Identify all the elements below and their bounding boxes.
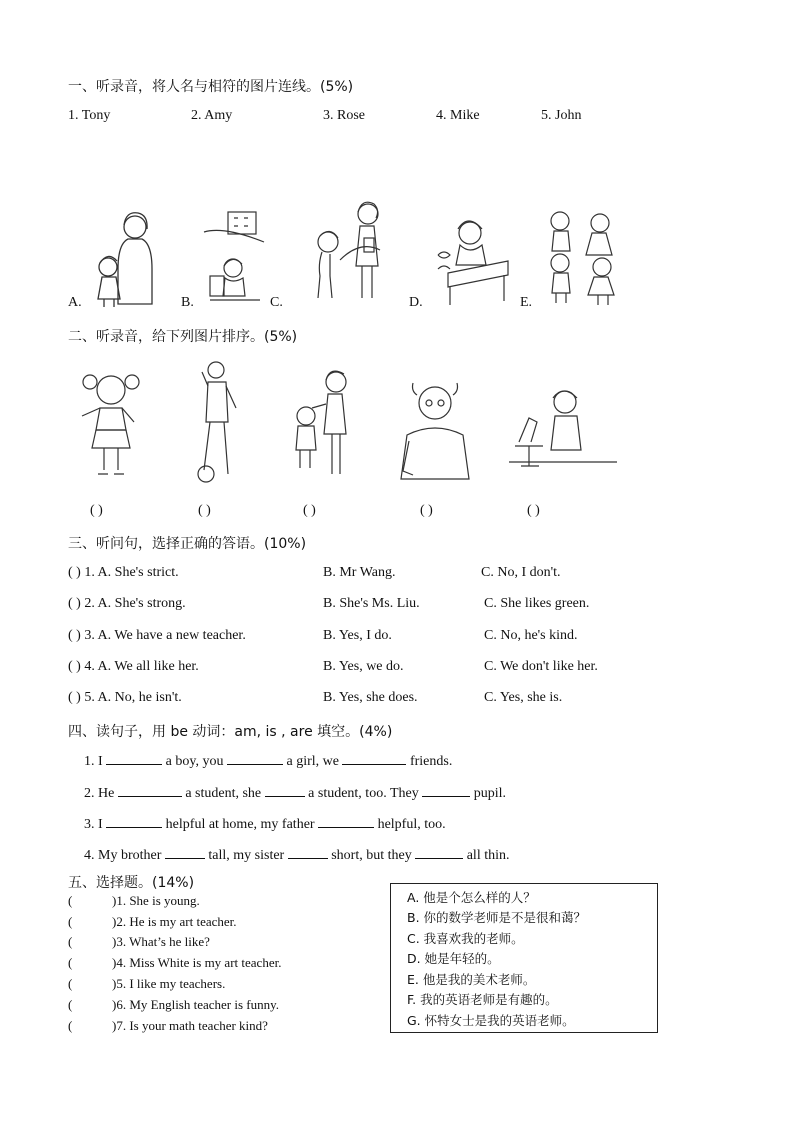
pic-label-b: B. [181, 295, 194, 310]
l4-blank-2[interactable] [288, 846, 328, 859]
l2-text-d: pupil. [473, 786, 506, 801]
q5-option-b[interactable]: B. Yes, she does. [323, 690, 418, 705]
picture-girl-pigtails [76, 368, 146, 483]
section1-heading: 一、听录音，将人名与相符的图片连线。(5%) [68, 79, 354, 95]
l3-blank-1[interactable] [106, 815, 162, 828]
l1-blank-3[interactable] [342, 752, 406, 765]
order-paren-3[interactable]: ( ) [303, 503, 316, 518]
l2-blank-3[interactable] [422, 784, 470, 797]
pic-label-c: C. [270, 295, 283, 310]
section4-heading: 四、读句子，用 be 动词：am, is , are 填空。(4%) [68, 724, 393, 740]
translation-options-box [390, 883, 658, 1033]
l4-text-b: tall, my sister [208, 848, 285, 863]
name-john: 5. John [541, 108, 582, 123]
l4-blank-1[interactable] [165, 846, 205, 859]
q5-option-c[interactable]: C. Yes, she is. [484, 690, 563, 705]
l2-text-c: a student, too. They [308, 786, 419, 801]
order-paren-4[interactable]: ( ) [420, 503, 433, 518]
pic-label-d: D. [409, 295, 423, 310]
l2-text-b: a student, she [185, 786, 262, 801]
order-paren-5[interactable]: ( ) [527, 503, 540, 518]
fill-line-2 [84, 784, 506, 802]
option-b: B. 你的数学老师是不是很和蔼？ [407, 910, 587, 925]
l3-blank-2[interactable] [318, 815, 374, 828]
l3-text-c: helpful, too. [377, 817, 446, 832]
picture-scientist-microscope [505, 382, 620, 477]
option-e: E. 他是我的美术老师。 [407, 972, 536, 987]
q1-option-a[interactable]: ( ) 1. A. She's strict. [68, 565, 179, 580]
match-paren-2[interactable]: ( [68, 914, 73, 929]
section3-heading: 三、听问句，选择正确的答语。(10%) [68, 536, 307, 552]
q4-option-b[interactable]: B. Yes, we do. [323, 659, 404, 674]
q1-option-c[interactable]: C. No, I don't. [481, 565, 561, 580]
pic-label-e: E. [520, 295, 533, 310]
l1-text-c: a girl, we [286, 754, 339, 769]
l2-blank-2[interactable] [265, 784, 305, 797]
match-text-6: )6. My English teacher is funny. [112, 997, 280, 1012]
l1-blank-2[interactable] [227, 752, 283, 765]
match-text-4: )4. Miss White is my art teacher. [112, 955, 282, 970]
l4-text-a: 4. My brother [84, 848, 162, 863]
name-amy: 2. Amy [191, 108, 233, 123]
q3-option-a[interactable]: ( ) 3. A. We have a new teacher. [68, 628, 246, 643]
fill-line-1 [84, 752, 452, 770]
option-f: F. 我的英语老师是有趣的。 [407, 992, 558, 1007]
section2-heading: 二、听录音，给下列图片排序。(5%) [68, 329, 298, 345]
match-paren-3[interactable]: ( [68, 934, 73, 949]
match-paren-7[interactable]: ( [68, 1018, 73, 1033]
q3-option-c[interactable]: C. No, he's kind. [484, 628, 578, 643]
name-mike: 4. Mike [436, 108, 480, 123]
name-tony: 1. Tony [68, 108, 111, 123]
pic-label-a: A. [68, 295, 82, 310]
option-g: G. 怀特女士是我的英语老师。 [407, 1013, 575, 1028]
match-text-5: )5. I like my teachers. [112, 976, 226, 991]
option-a: A. 他是个怎么样的人？ [407, 890, 536, 905]
l1-text-a: 1. I [84, 754, 103, 769]
match-text-2: )2. He is my art teacher. [112, 914, 237, 929]
option-c: C. 我喜欢我的老师。 [407, 931, 524, 946]
l4-text-c: short, but they [331, 848, 412, 863]
order-paren-2[interactable]: ( ) [198, 503, 211, 518]
match-text-7: )7. Is your math teacher kind? [112, 1018, 268, 1033]
picture-d-girl-desk [434, 215, 514, 310]
fill-line-3 [84, 815, 446, 833]
l3-text-b: helpful at home, my father [165, 817, 315, 832]
match-paren-1[interactable]: ( [68, 893, 73, 908]
q2-option-b[interactable]: B. She's Ms. Liu. [323, 596, 420, 611]
q2-option-c[interactable]: C. She likes green. [484, 596, 590, 611]
match-paren-5[interactable]: ( [68, 976, 73, 991]
section5-heading: 五、选择题。(14%) [68, 875, 195, 891]
picture-old-man [395, 375, 475, 485]
name-rose: 3. Rose [323, 108, 365, 123]
l2-blank-1[interactable] [118, 784, 182, 797]
l1-text-d: friends. [409, 754, 453, 769]
picture-a-mother-daughter [88, 205, 168, 310]
match-text-1: )1. She is young. [112, 893, 200, 908]
option-d: D. 她是年轻的。 [407, 951, 500, 966]
q1-option-b[interactable]: B. Mr Wang. [323, 565, 396, 580]
order-paren-1[interactable]: ( ) [90, 503, 103, 518]
q5-option-a[interactable]: ( ) 5. A. No, he isn't. [68, 690, 182, 705]
picture-teacher-boy [290, 370, 360, 482]
l4-blank-3[interactable] [415, 846, 463, 859]
picture-man-football [190, 360, 245, 485]
l3-text-a: 3. I [84, 817, 103, 832]
picture-e-children-group [540, 205, 625, 310]
q4-option-a[interactable]: ( ) 4. A. We all like her. [68, 659, 199, 674]
match-text-3: )3. What’s he like? [112, 934, 210, 949]
q4-option-c[interactable]: C. We don't like her. [484, 659, 598, 674]
match-paren-6[interactable]: ( [68, 997, 73, 1012]
match-paren-4[interactable]: ( [68, 955, 73, 970]
picture-c-boy-bowing-teacher [290, 200, 400, 308]
picture-b-boy-building [200, 208, 270, 308]
l1-blank-1[interactable] [106, 752, 162, 765]
fill-line-4 [84, 846, 510, 864]
q3-option-b[interactable]: B. Yes, I do. [323, 628, 392, 643]
l1-text-b: a boy, you [165, 754, 224, 769]
l2-text-a: 2. He [84, 786, 115, 801]
q2-option-a[interactable]: ( ) 2. A. She's strong. [68, 596, 186, 611]
l4-text-d: all thin. [466, 848, 510, 863]
